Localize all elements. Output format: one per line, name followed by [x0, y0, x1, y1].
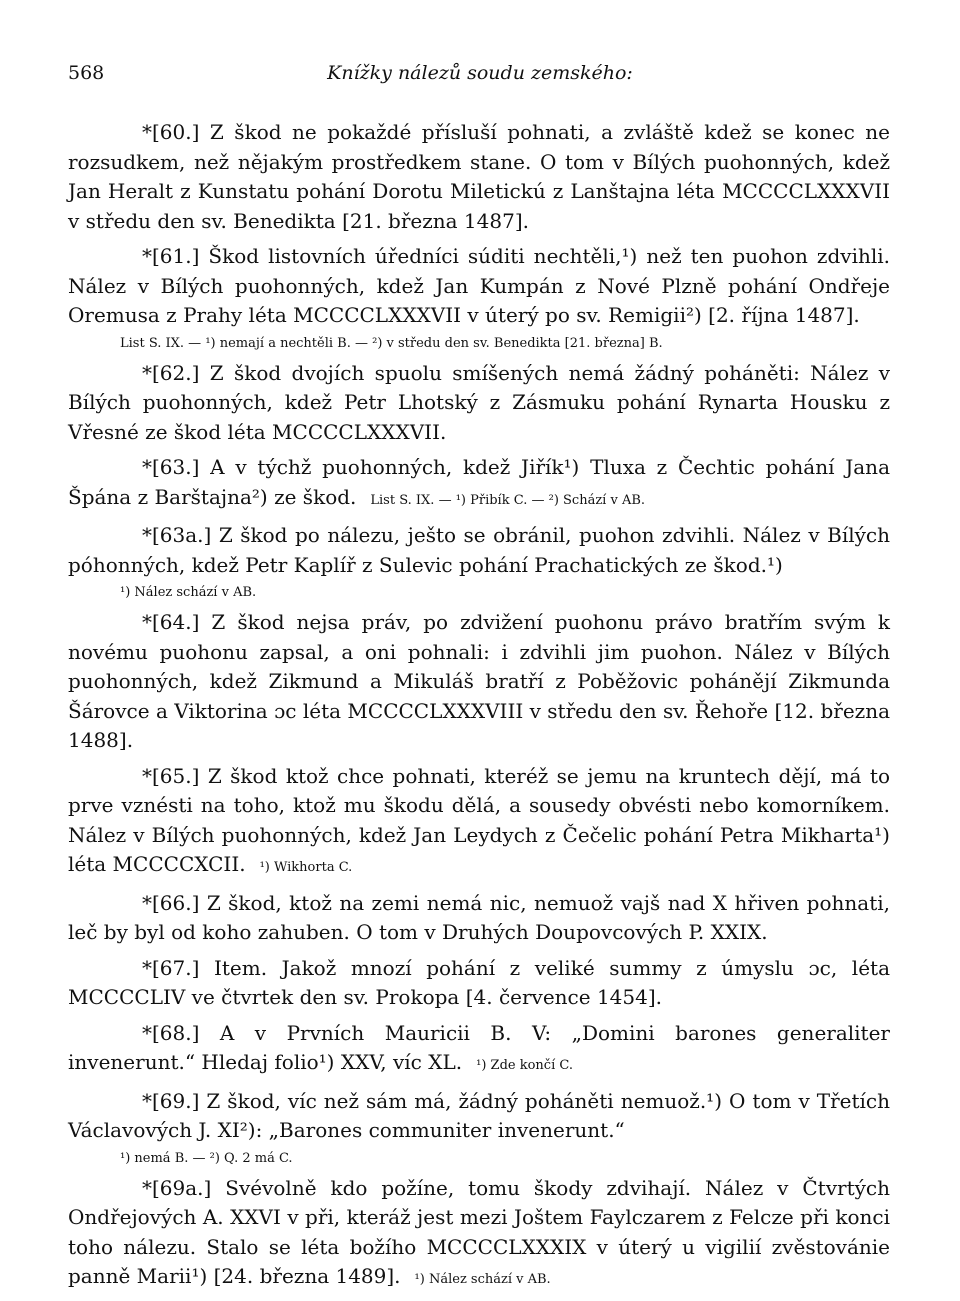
entry-text: *[69.] Z škod, víc než sám má, žádný poháněti nemuož.¹) O tom v Třetích Václavových J. XI²): „Barones communiter invenerunt.“: [68, 1088, 890, 1142]
inline-footnote: List S. IX. — ¹) Přibík C. — ²) Schází v AB.: [370, 492, 646, 508]
entry-text: *[60.] Z škod ne pokaždé přísluší pohnati, a zvláště kdež se konec ne rozsudkem, než nějakým prostředkem stane. O tom v Bílých puohonných, kdež Jan Heralt z Kunstatu pohání Dorotu Miletickú z Lanštajna léta MCCCCLXXXVII v středu den sv. Benedikta [21. března 1487].: [68, 120, 890, 233]
entry-text: *[67.] Item. Jakož mnozí pohání z veliké summy z úmyslu ɔc, léta MCCCCLIV ve čtvrtek den sv. Prokopa [4. července 1454].: [68, 955, 890, 1009]
entry-text: *[64.] Z škod nejsa práv, po zdvižení puohonu právo bratřím svým k novému puohonu zapsal, a oni pohnali: i zdvihli jim puohon. Nález v Bílých puohonných, kdež Zikmund a Mikuláš bratří z Poběžovic pohánějí Zikmunda Šárovce a Viktorina ɔc léta MCCCCLXXXVIII v středu den sv. Řehoře [12. března 1488].: [68, 610, 890, 752]
entry-paragraph: [68, 1174, 890, 1295]
entry-text: *[66.] Z škod, ktož na zemi nemá nic, nemuož vajš nad X hřiven pohnati, leč by byl od koho zahuben. O tom v Druhých Doupovcových P. XXIX.: [68, 890, 890, 944]
entry-text: *[68.] A v Prvních Mauricii B. V: „Domini barones generaliter invenerunt.“ Hledaj folio¹) XXV, víc XL.: [68, 1020, 890, 1074]
entry-text: *[63.] A v týchž puohonných, kdež Jiřík¹) Tluxa z Čechtic pohání Jana Špána z Barštajna²) ze škod.: [68, 455, 890, 509]
entry-paragraph: [68, 453, 890, 515]
inline-footnote: ¹) Wikhorta C.: [259, 860, 353, 875]
entry-paragraph: [68, 242, 890, 331]
footnote: [68, 335, 890, 353]
page-number: 568: [68, 62, 105, 84]
entry-text: *[65.] Z škod ktož chce pohnati, kteréž se jemu na kruntech dějí, má to prve vznésti na toho, ktož mu škodu dělá, a sousedy obvésti nebo komorníkem. Nález v Bílých puohonných, kdež Jan Leydych z Čečelic pohání Petra Mikharta¹) léta MCCCCXCII.: [68, 763, 890, 876]
running-title: Knížky nálezů soudu zemského:: [327, 62, 633, 84]
entry-paragraph: [68, 762, 890, 883]
footnote-text: List S. IX. — ¹) nemají a nechtěli B. — ²) v středu den sv. Benedikta [21. března] B.: [120, 335, 663, 351]
footnote-text: ¹) nemá B. — ²) Q. 2 má C.: [120, 1150, 293, 1166]
footnote: [68, 1150, 890, 1168]
entry-text: *[69a.] Svévolně kdo požíne, tomu škody zdvihají. Nález v Čtvrtých Ondřejových A. XXVI v při, kteráž jest mezi Joštem Faylczarem z Felcze při konci toho nálezu. Stalo se léta božího MCCCCLXXXIX v úterý u vigilií zvěstovánie panně Marii¹) [24. března 1489].: [68, 1175, 890, 1288]
footnote-text: ¹) Nález schází v AB.: [120, 585, 257, 600]
entry-paragraph: [68, 1087, 890, 1146]
entry-paragraph: [68, 1019, 890, 1081]
entry-paragraph: [68, 889, 890, 948]
entry-paragraph: [68, 954, 890, 1013]
inline-footnote: ¹) Nález schází v AB.: [414, 1272, 551, 1287]
page-header: [0, 62, 960, 92]
entry-paragraph: [68, 608, 890, 756]
page-body: [68, 118, 890, 1301]
inline-footnote: ¹) Zde končí C.: [476, 1058, 573, 1073]
entry-paragraph: [68, 118, 890, 236]
entry-text: *[63a.] Z škod po nálezu, ješto se obránil, puohon zdvihli. Nález v Bílých póhonných, kdež Petr Kaplíř z Sulevic pohání Prachatických ze škod.¹): [68, 523, 890, 577]
entry-paragraph: [68, 521, 890, 580]
entry-text: *[61.] Škod listovních úředníci súditi nechtěli,¹) než ten puohon zdvihli. Nález v Bílých puohonných, kdež Jan Kumpán z Nové Plzně pohání Ondřeje Oremusa z Prahy léta MCCCCLXXXVII v úterý po sv. Remigii²) [2. října 1487].: [68, 244, 890, 327]
footnote: [68, 584, 890, 602]
entry-text: *[62.] Z škod dvojích spuolu smíšených nemá žádný poháněti: Nález v Bílých puohonných, kdež Petr Lhotský z Zásmuku pohání Rynarta Housku z Vřesné ze škod léta MCCCCLXXXVII.: [68, 360, 890, 444]
entry-paragraph: [68, 359, 890, 448]
